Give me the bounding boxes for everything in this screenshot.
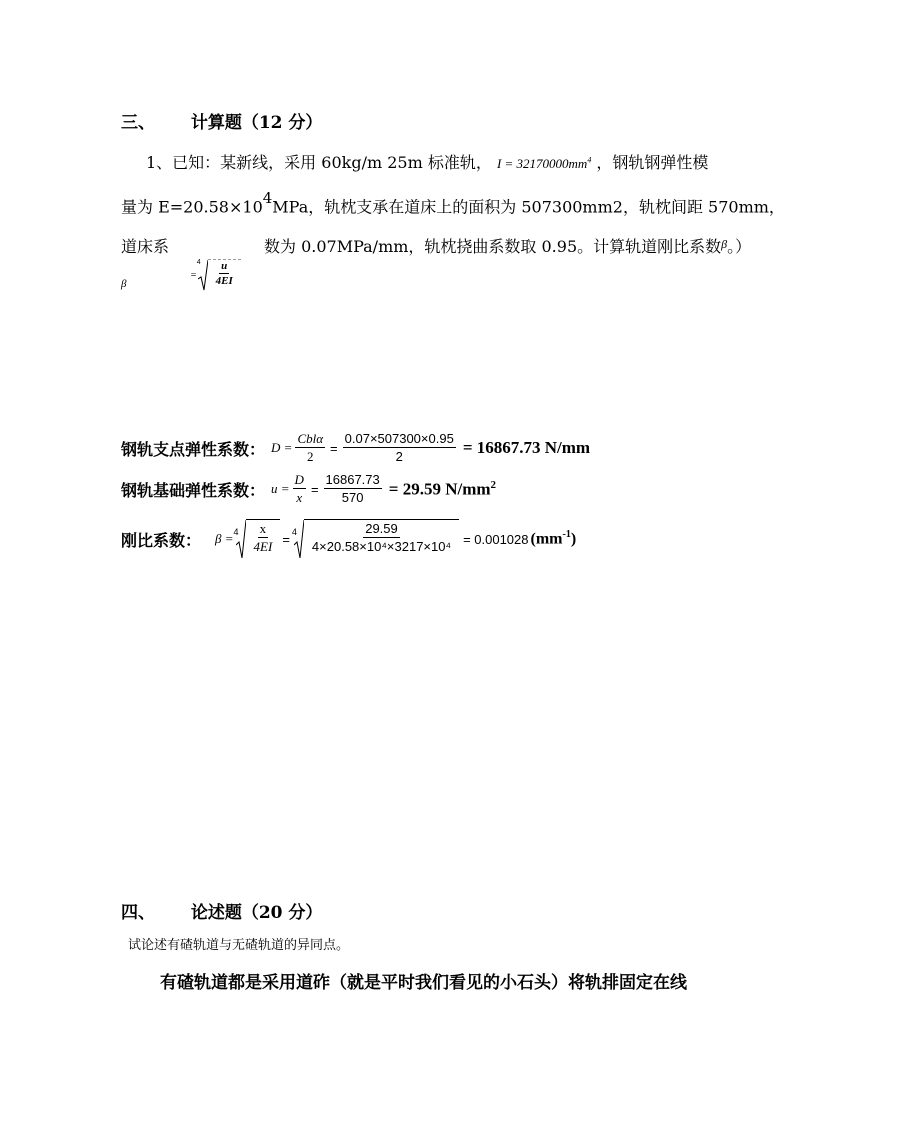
calc-2-label: 钢轨基础弹性系数： — [121, 480, 266, 500]
question-1-line-3-a: 道床系 — [121, 237, 170, 256]
given-beta-formula — [190, 258, 241, 292]
section-4-question: 试论述有碴轨道与无碴轨道的异同点。 — [128, 938, 350, 953]
exponent: 4 — [262, 189, 273, 207]
calc-2-symbolic-fraction: $\frac{D}{x}$ — [294, 472, 304, 505]
question-1-line-1 — [146, 150, 708, 173]
calc-3-radicand-symbolic: $\frac{x}{4EI}$ — [246, 519, 281, 559]
question-1-text-b: ，钢轨钢弹性模 — [596, 153, 709, 172]
question-1-line-3-cont — [264, 234, 751, 257]
question-1-line-3-c: 。） — [727, 237, 752, 256]
calc-1-result: = 16867.73 N/mm — [462, 438, 591, 457]
section-4-number: 四、 — [121, 903, 155, 923]
root-index: 4 — [196, 259, 201, 266]
beta-symbol: β — [721, 237, 728, 251]
calc-3-root-numeric: 4 $\frac{29.59}{\text{4×20.58×10⁴×3217×10⁴}}$ — [292, 519, 459, 559]
calc-rail-foundation-elasticity: 钢轨基础弹性系数： u = $\frac{D}{x}$ = $\frac{16867.73}{570}$ = 29.59 $N/mm^2$ — [121, 472, 497, 505]
radicand — [208, 259, 241, 291]
calc-1-numeric-fraction: $\frac{0.07\times 507300\times 0.95}{2}$ — [344, 431, 454, 464]
given-beta-label: β — [121, 278, 127, 290]
radical-icon — [236, 519, 246, 559]
calc-3-root-symbolic: 4 $\frac{x}{4EI}$ — [234, 519, 281, 559]
section-3-number: 三、 — [121, 113, 155, 133]
radical-icon — [294, 519, 304, 559]
calc-3-lhs: β = — [215, 531, 234, 546]
question-1-line-2-b: MPa，轨枕支承在道床上的面积为 507300mm2，轨枕间距 570mm， — [272, 197, 785, 217]
calc-2-result: = 29.59 $N/mm^2$ — [388, 478, 497, 499]
radical-icon — [198, 259, 208, 291]
section-4-answer-line-1: 有碴轨道都是采用道砟（就是平时我们看见的小石头）将轨排固定在线 — [160, 973, 687, 993]
question-1-line-3 — [121, 234, 169, 257]
question-1-line-3-b: 数为 0.07MPa/mm，轨枕挠曲系数取 0.95。计算轨道刚比系数 — [264, 237, 722, 256]
calc-2-numeric-fraction: $\frac{16867.73}{570}$ — [325, 472, 380, 505]
section-4-title: 论述题（20 分） — [190, 903, 323, 923]
calc-3-value: = 0.001028 — [463, 531, 529, 547]
calc-1-lhs: D = — [271, 440, 293, 455]
calc-1-symbolic-fraction: $\frac{\text{Cblα}}{2}$ — [297, 431, 324, 464]
question-1-text-a: 1、已知：某新线，采用 60kg/m 25m 标准轨， — [146, 153, 492, 172]
calc-rail-support-elasticity: 钢轨支点弹性系数： D = $\frac{\text{Cblα}}{2}$ = $\frac{0.07\times 507300\times 0.95}{2}$ = 16867.73 N/mm — [121, 431, 591, 464]
calc-1-label: 钢轨支点弹性系数： — [121, 439, 266, 459]
section-3-title: 计算题（12 分） — [190, 113, 323, 133]
equals-sign: = — [190, 269, 197, 281]
question-1-line-2 — [121, 189, 785, 217]
u-over-4EI: $\frac{u}{4EI}$ — [215, 260, 233, 287]
calc-3-unit: $(mm^{-1})$ — [530, 529, 577, 548]
question-1-line-2-a: 量为 E=20.58×10 — [121, 197, 263, 217]
section-4-heading — [121, 898, 322, 923]
calc-stiffness-ratio: 刚比系数： β = 4 $\frac{x}{4EI}$ = 4 $\frac{29.59}{\text{4×20.58×10⁴×3217×10⁴}}$ = 0.001028 $(mm^{-1})$ — [121, 519, 576, 559]
calc-3-radicand-numeric: $\frac{29.59}{\text{4×20.58×10⁴×3217×10⁴}}$ — [304, 519, 459, 559]
inertia-formula: $I = 32170000mm^4$ — [496, 155, 592, 171]
calc-2-lhs: u = — [271, 481, 290, 496]
fourth-root — [197, 259, 241, 291]
section-3-heading — [121, 108, 322, 133]
calc-3-label: 刚比系数： — [121, 530, 202, 550]
